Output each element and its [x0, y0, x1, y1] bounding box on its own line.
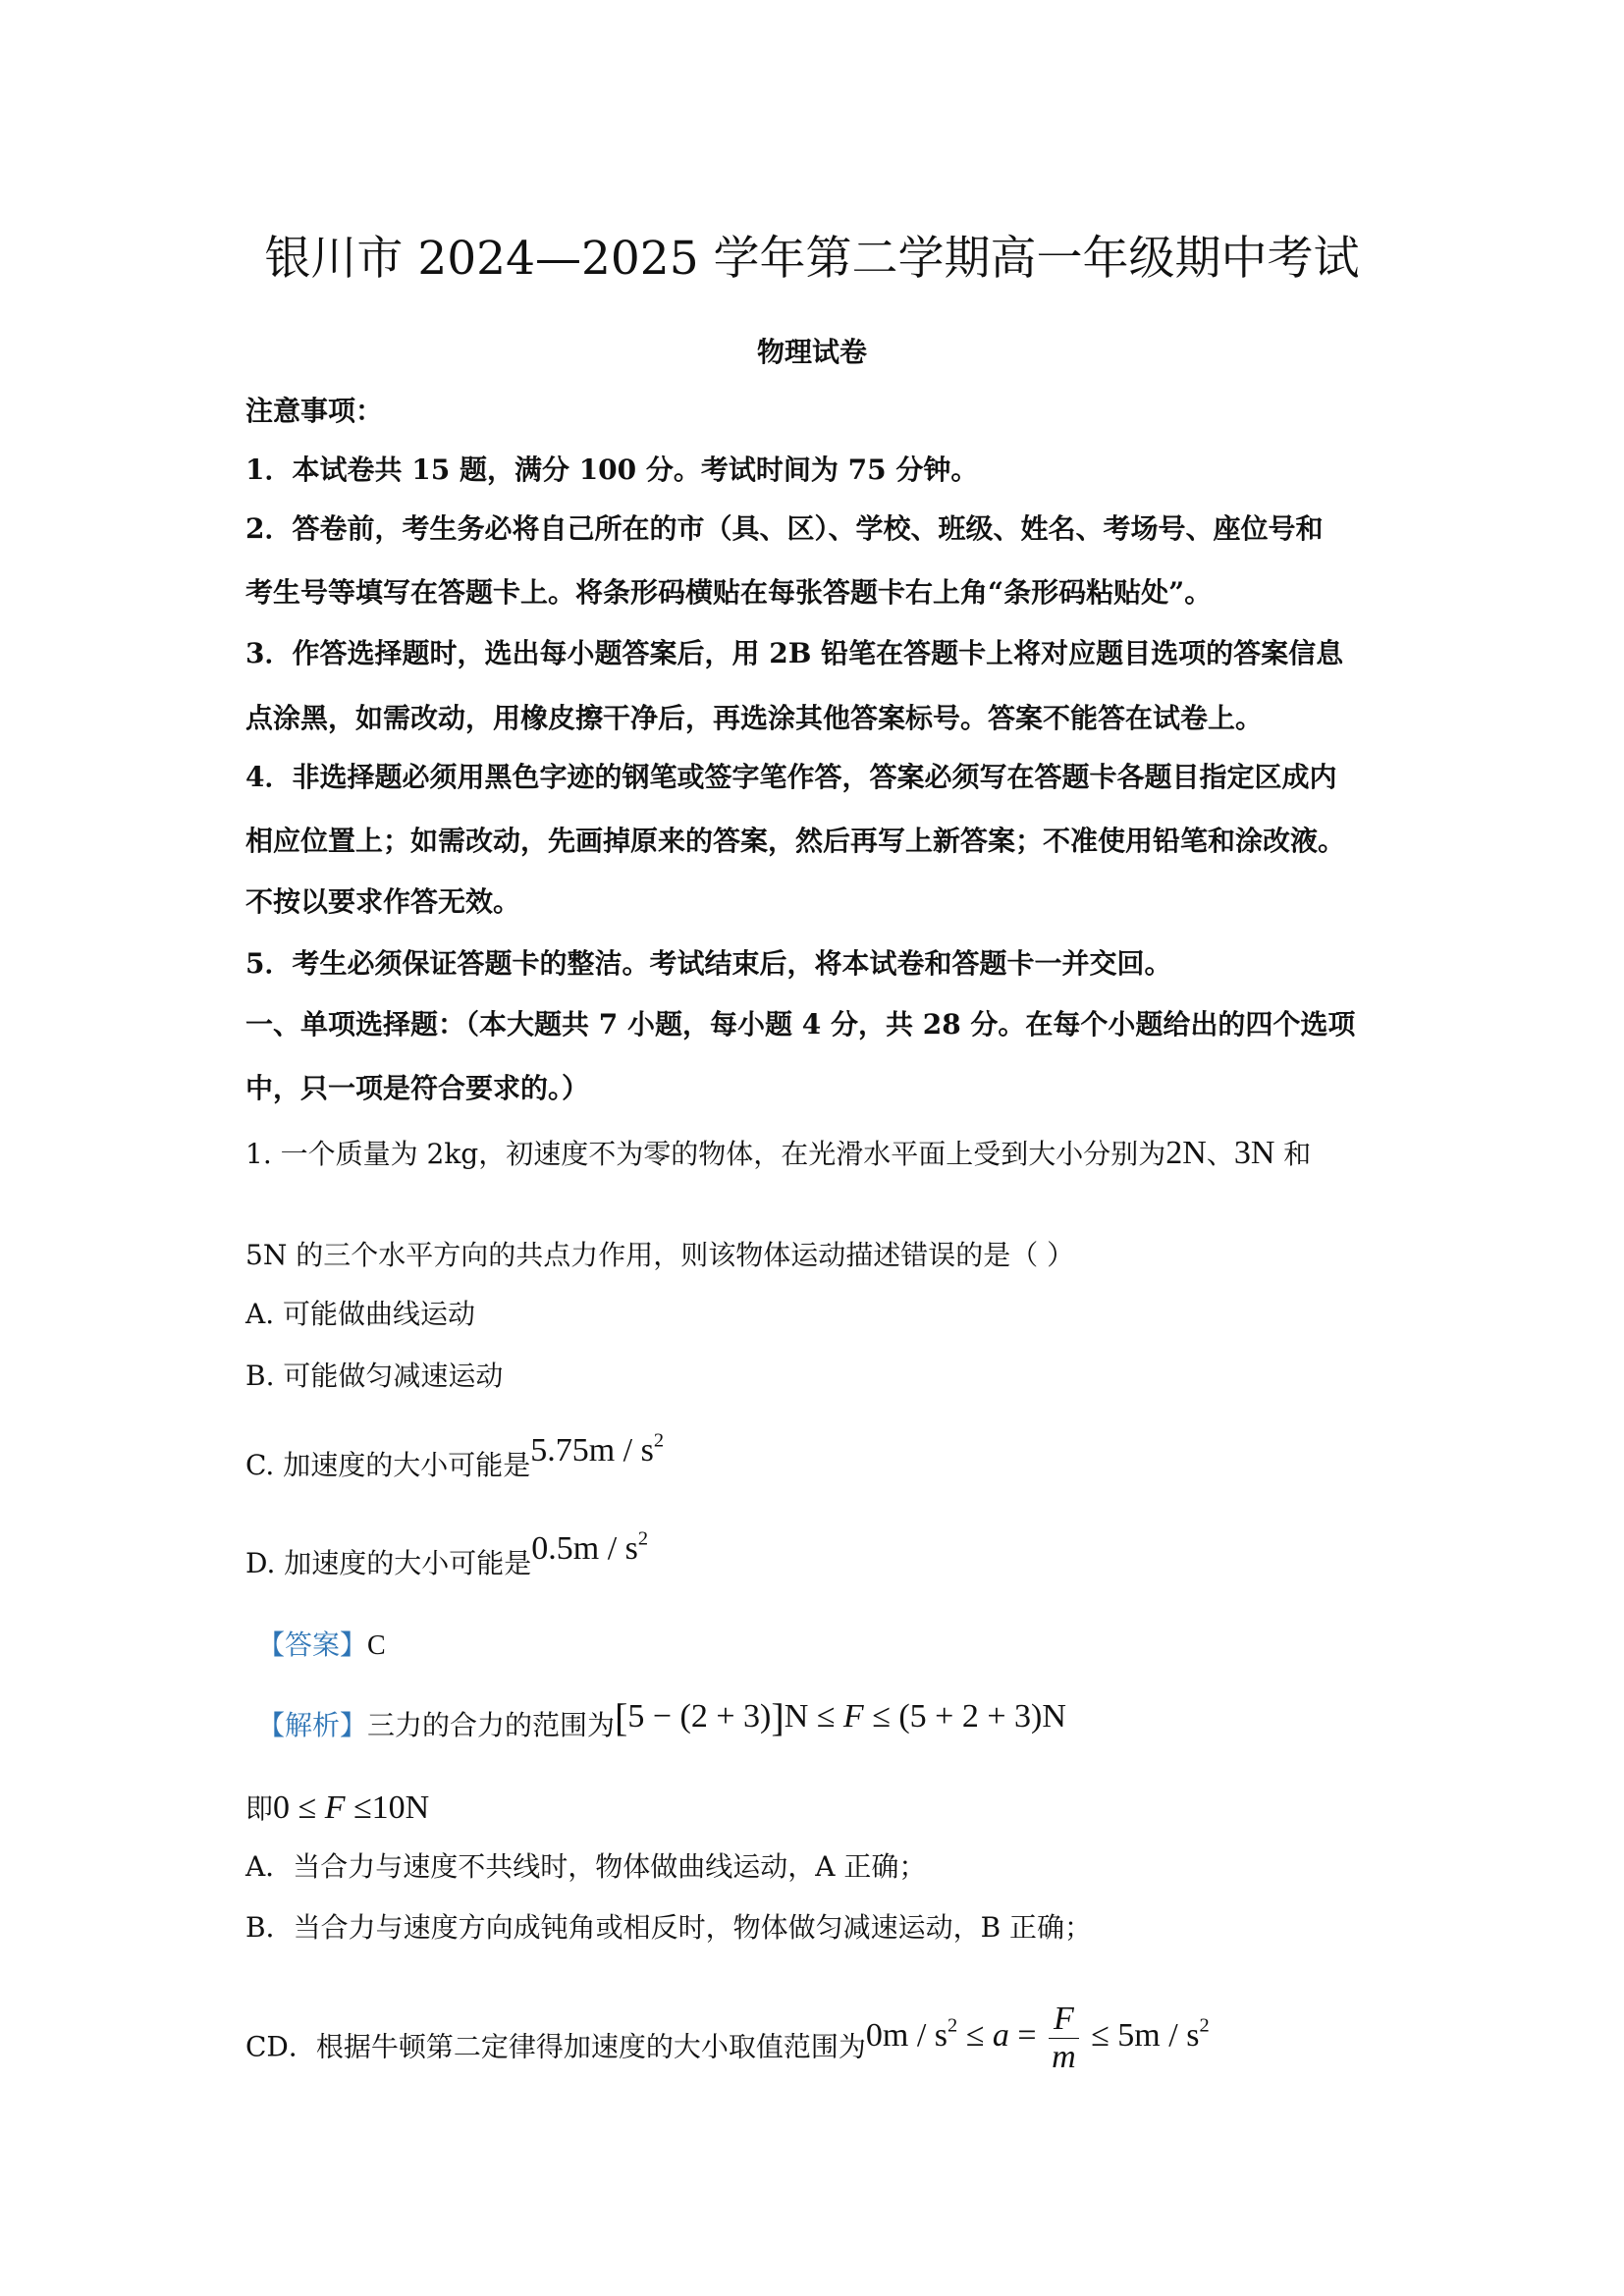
notice-line: 点涂黑，如需改动，用橡皮擦干净后，再选涂其他答案标号。答案不能答在试卷上。	[245, 702, 1264, 734]
notice-line: 3．作答选择题时，选出每小题答案后，用 2B 铅笔在答题卡上将对应题目选项的答案信息	[245, 637, 1344, 669]
force-3n: 3N	[1233, 1135, 1275, 1171]
force-range-formula: [5 − (2 + 3)]N ≤ F ≤ (5 + 2 + 3)N	[615, 1695, 1066, 1739]
explanation-a: A．当合力与速度不共线时，物体做曲线运动，A 正确；	[245, 1850, 927, 1883]
answer-tag: 【答案】	[257, 1629, 368, 1661]
notice-line: 相应位置上；如需改动，先画掉原来的答案，然后再写上新答案；不准使用铅笔和涂改液。	[245, 825, 1346, 857]
notice-heading: 注意事项：	[245, 395, 384, 427]
analysis-tag: 【解析】	[257, 1709, 368, 1741]
option-d-text: D. 加速度的大小可能是	[245, 1547, 532, 1579]
notice-line: 4．非选择题必须用黑色字迹的钢笔或签字笔作答，答案必须写在答题卡各题目指定区成内	[245, 761, 1337, 793]
force-2n: 2N	[1165, 1135, 1207, 1171]
explanation-b: B．当合力与速度方向成钝角或相反时，物体做匀减速运动，B 正确；	[245, 1911, 1093, 1944]
option-d	[245, 1527, 649, 1579]
conjunction: 和	[1283, 1138, 1312, 1170]
answer-line	[257, 1631, 386, 1660]
option-d-value: $0.5m / s^2$	[531, 1527, 649, 1567]
option-c-value: $5.75m / s^2$	[530, 1429, 665, 1468]
analysis-text: 三力的合力的范围为	[367, 1709, 616, 1741]
analysis-line	[257, 1695, 1066, 1745]
range-result-formula: 0 ≤ F ≤10N	[273, 1789, 430, 1826]
question-1-line-2: 5N 的三个水平方向的共点力作用，则该物体运动描述错误的是（ ）	[245, 1239, 1075, 1271]
notice-line: 不按以要求作答无效。	[245, 885, 521, 918]
option-b: B. 可能做匀减速运动	[245, 1360, 504, 1392]
explanation-cd-text: CD．根据牛顿第二定律得加速度的大小取值范围为	[245, 2030, 866, 2063]
notice-line: 2．答卷前，考生务必将自己所在的市（具、区）、学校、班级、姓名、考场号、座位号和	[245, 512, 1324, 545]
notice-line: 5．考生必须保证答题卡的整洁。考试结束后，将本试卷和答题卡一并交回。	[245, 947, 1172, 980]
section-heading: 中，只一项是符合要求的。）	[245, 1072, 590, 1104]
option-c-text: C. 加速度的大小可能是	[245, 1449, 531, 1481]
question-1-line-1	[245, 1137, 1311, 1170]
section-heading: 一、单项选择题：（本大题共 7 小题，每小题 4 分，共 28 分。在每个小题给出的四个选项	[245, 1008, 1356, 1041]
option-a: A. 可能做曲线运动	[245, 1298, 476, 1330]
exam-title: 银川市 2024—2025 学年第二学期高一年级期中考试	[264, 232, 1360, 286]
range-result-line	[245, 1791, 429, 1825]
answer-value: C	[367, 1630, 386, 1661]
option-c	[245, 1429, 665, 1481]
explanation-cd	[245, 2001, 1210, 2084]
question-1-stem: 1. 一个质量为 2kg，初速度不为零的物体，在光滑水平面上受到大小分别为	[245, 1138, 1166, 1170]
separator: 、	[1206, 1138, 1234, 1170]
ji-text: 即	[245, 1792, 274, 1825]
notice-line: 考生号等填写在答题卡上。将条形码横贴在每张答题卡右上角“条形码粘贴处”。	[245, 576, 1213, 609]
acceleration-range-formula: $0m / s^2 \le a$ = $\frac{F}{m}$ ≤ $5m / s^2$	[865, 2001, 1210, 2075]
exam-subtitle: 物理试卷	[756, 336, 867, 368]
notice-line: 1．本试卷共 15 题，满分 100 分。考试时间为 75 分钟。	[245, 454, 979, 486]
